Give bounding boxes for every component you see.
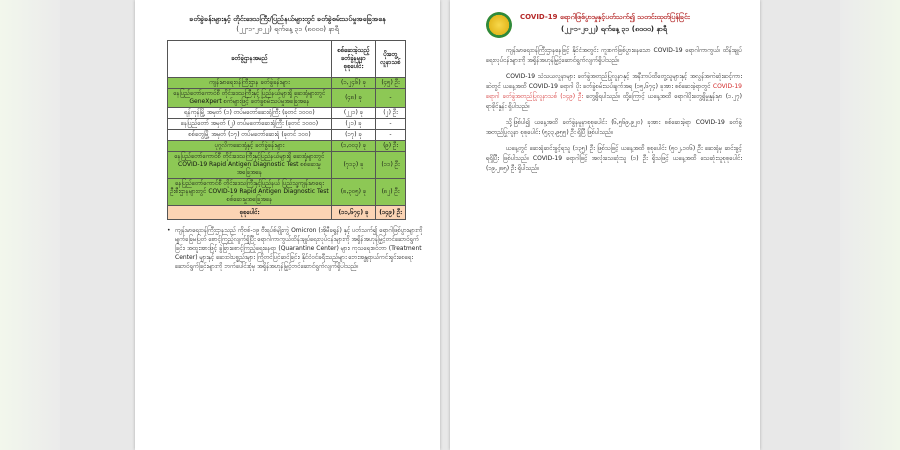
row-total-samples: (၂၁) ခု — [332, 119, 376, 130]
table-header-row — [168, 41, 406, 78]
bullet-paragraph — [167, 226, 426, 271]
row-lab-name: ကျန်းမာရေးဝန်ကြီးဌာန ခတ်ခွဲခန်းများ — [168, 78, 332, 89]
row-total-samples: (၂၂၁) ခု — [332, 108, 376, 119]
row-total-samples: (၈,၃၀၅) ခု — [332, 179, 376, 206]
row-new-cases: - — [376, 119, 406, 130]
row-new-cases: (၂) ဦး — [376, 108, 406, 119]
row-total-samples: (၇၁၃) ခု — [332, 152, 376, 179]
row-new-cases: (၉) ဦး — [376, 141, 406, 152]
total-samples: (၁၁,၆၇၄) ခု — [332, 206, 376, 220]
table-row — [168, 141, 406, 152]
table-row — [168, 119, 406, 130]
row-new-cases: - — [376, 130, 406, 141]
row-new-cases: (၈၂) ဦး — [376, 179, 406, 206]
lab-stats-table — [167, 40, 406, 220]
press-release-title: COVID-19 ရောဂါဖြစ်ပွားမှုနှင့်ပတ်သက်၍ သတင်းထုတ်ပြန်ခြင်း — [520, 13, 690, 21]
paragraph-2-part-a: COVID-19 သံသယလူနာများ ခတ်ခွဲအတည်ပြုလူနာနှင့် အနီးကပ်ထိတွေ့သူများနှင့် အလွန်အကဲဆုံးဆင့်ကားဆဲတွင် ယနေ့အထိ COVID-19 ရောဂါ ပိုး ခတ်ခွဲစမ်းသပ်ချက်အရ (၁၅,၆၇၄) ခုအား စစ်ဆေးခဲ့ရာတွင် — [486, 73, 742, 90]
table-row — [168, 130, 406, 141]
document-page-left — [135, 0, 440, 450]
row-new-cases: (၁၁) ဦး — [376, 152, 406, 179]
row-new-cases: (၄၅) ဦး — [376, 78, 406, 89]
row-lab-name: နေပြည်တော် အမှတ် (၂) တပ်မတော်ဆေးရုံကြီး (ခုတင် ၁၀၀၀) — [168, 119, 332, 130]
bullet-icon: • — [167, 227, 171, 234]
row-total-samples: (၁,၂၄၆) ခု — [332, 78, 376, 89]
paragraph-2-part-b: တွေ့ရှိရပါသည်။ ထို့ကြောင့် ယနေ့အထိ ရောဂါပိုးတွေ့ရှိမှုနှုန်းမှာ (၁.၂၇) ရာခိုင်နှုန်း ရှိပါသည်။ — [486, 93, 742, 110]
row-total-samples: (၁,၀၀၃) ခု — [332, 141, 376, 152]
table-row — [168, 108, 406, 119]
ministry-logo-icon — [486, 12, 512, 38]
table-total-row — [168, 206, 406, 220]
press-release-date: (၂၂-၁-၂၀၂၂) ရက်နေ့ ၃၁ (၈၀၀၀) နာရီ — [561, 25, 667, 33]
table-row — [168, 179, 406, 206]
row-total-samples: (၄၈) ခု — [332, 89, 376, 108]
paragraph-4: ယနေ့တွင် ဆေးရုံဆင်းခွင့်ရသူ (၁၃၅) ဦး ဖြစ်သဖြင့် ယနေ့အထိ စုစုပေါင်း (၅၀၂,၁၀၆) ဦး ဆေးရုံမှ ဆင်းခွင့်ရရှိပြီး ဖြစ်ပါသည်။ COVID-19 ရောဂါဖြင့် အလုံးသေဆုံးသူ (၁) ဦး ရှိသဖြင့် ယနေ့အထိ သေဆုံးသူစုစုပေါင်း (၁၉,၂၈၅) ဦး ရှိပါသည်။ — [486, 145, 742, 172]
header-total-samples: စစ်ဆေးခဲ့သည့် ခတ်ခွဲနမူနာ စုစုပေါင်း — [332, 41, 376, 78]
header-lab-name: ခတ်ခွဲဌာနအမည် — [168, 41, 332, 78]
total-label: စုစုပေါင်း — [168, 206, 332, 220]
row-lab-name: နေပြည်တော်ကောင်စီ တိုင်းဒေသကြီးနှင့် ပြည်နယ်များရှိ ဆေးရုံများတွင် GeneXpert စက်များဖြင့် ခတ်ခွဲစမ်းသပ်မှုအခြေအနေ — [168, 89, 332, 108]
bullet-text: ကျန်းမာရေးဝန်ကြီးဌာနသည် ကိုဗစ်-၁၉ ဗီးရပ်စ်မျိုးကွဲ Omicron (အိုမီခရွန်) နှင့် ပတ်သက်၍ ရောဂါဖြစ်ပွားများကို မျက်ခြေမပြတ် စောင့်ကြည့်လျက်ရှိပြီး ရောဂါကာကွယ်ထိန်းချုပ်ရေးလုပ်ငန်းများကို အရှိန်အဟုန်မြှင့်တင်ဆောင်ရွက်ခြင်း၊ အထူးအားဖြင့် ခွဲခြားစောင့်ကြည့်ရေးနေရာ (Quarantine Center) များ၊ ကုသရေးစင်တာ (Treatment Center) များနှင့် ဆေးဝါးပစ္စည်းများ ကြိုတင်ပြင်ဆင်ခြင်း၊ နိုင်ငံဝင်ခရီးသည်များ ဘေးအန္တရာယ်ကင်းရှင်းစေရေး ဆောင်ရွက်ခြင်းများကို ဘက်ပေါင်းစုံမှ အရှိန်အဟုန်မြှင့်တင်ဆောင်ရွက်လျက်ရှိပါသည်။ — [175, 227, 423, 270]
paragraph-3: သို့ဖြစ်ပါ၍ ယနေ့အထိ ခတ်ခွဲနမူနာစုစုပေါင်း (၆,၅၆၉,၉၂၀) ခုအား စစ်ဆေးခဲ့ရာ COVID-19 ခတ်ခွဲအတည်ပြုလူနာ စုစုပေါင်း (၅၃၃,၉၅၅) ဦး ရှိပြီ ဖြစ်ပါသည်။ — [486, 119, 742, 136]
row-lab-name: စစ်တွေမြို့ အမှတ် (၁၇) တပ်မတော်ဆေးရုံ (ခုတင် ၁၀၀) — [168, 130, 332, 141]
table-row — [168, 152, 406, 179]
right-background-band — [840, 0, 900, 450]
press-release-body — [486, 46, 742, 174]
left-background-band — [0, 0, 60, 450]
press-release-header — [486, 12, 742, 34]
row-lab-name: ပုဂ္ဂလိကဆေးရုံနှင့် ခတ်ခွဲခန်းများ — [168, 141, 332, 152]
row-lab-name: နေပြည်တော်ကောင်စီ တိုင်းဒေသကြီးနှင့်ပြည်နယ် ပြည်သူ့ကျန်းမာရေးဦးစီးဌာနများတွင် COVID-19 Rapid Antigen Diagnostic Test စစ်ဆေးမှုအခြေအနေ — [168, 179, 332, 206]
paragraph-2 — [486, 72, 742, 112]
row-new-cases: - — [376, 89, 406, 108]
total-new-cases: (၁၄၉) ဦး — [376, 206, 406, 220]
table-row — [168, 89, 406, 108]
left-page-date: (၂၂-၁-၂၀၂၂) ရက်နေ့ ၃၁ (၈၀၀၀) နာရီ — [236, 25, 339, 33]
row-total-samples: (၁၇) ခု — [332, 130, 376, 141]
highlight-new-cases: COVID-19 ရောဂါ ခတ်ခွဲအတည်ပြုလူနာသစ် (၁၄၉) ဦး — [486, 83, 742, 100]
document-page-right — [450, 0, 760, 450]
left-page-title: ခတ်ခွဲခန်းများနှင့် တိုင်းဒေသကြီး/ပြည်နယ်များတွင် ခတ်ခွဲစမ်းသပ်မှုအခြေအနေ — [189, 15, 386, 23]
row-lab-name: ရန်ကုန်မြို့ အမှတ် (၁) တပ်မတော်ဆေးရုံကြီး (ခုတင် ၁၀၀၀) — [168, 108, 332, 119]
header-new-cases: ပိုးတွေ့ လူနာသစ် — [376, 41, 406, 78]
table-row — [168, 78, 406, 89]
row-lab-name: နေပြည်တော်ကောင်စီ တိုင်းဒေသကြီးနှင့်ပြည်နယ်များရှိ ဆေးရုံများတွင် COVID-19 Rapid Antigen Diagnostic Test စစ်ဆေးမှုအခြေအနေ — [168, 152, 332, 179]
paragraph-1: ကျန်းမာရေးဝန်ကြီးဌာနနေဖြင့် နိုင်ငံအတွင်း ကူးစက်ဖြစ်ပွားနေသော COVID-19 ရောဂါကာကွယ်၊ ထိန်းချုပ်ရေးလုပ်ငန်းများကို အရှိန်အဟုန်မြှင့်ဆောင်ရွက်လျက်ရှိပါသည်။ — [486, 47, 742, 64]
